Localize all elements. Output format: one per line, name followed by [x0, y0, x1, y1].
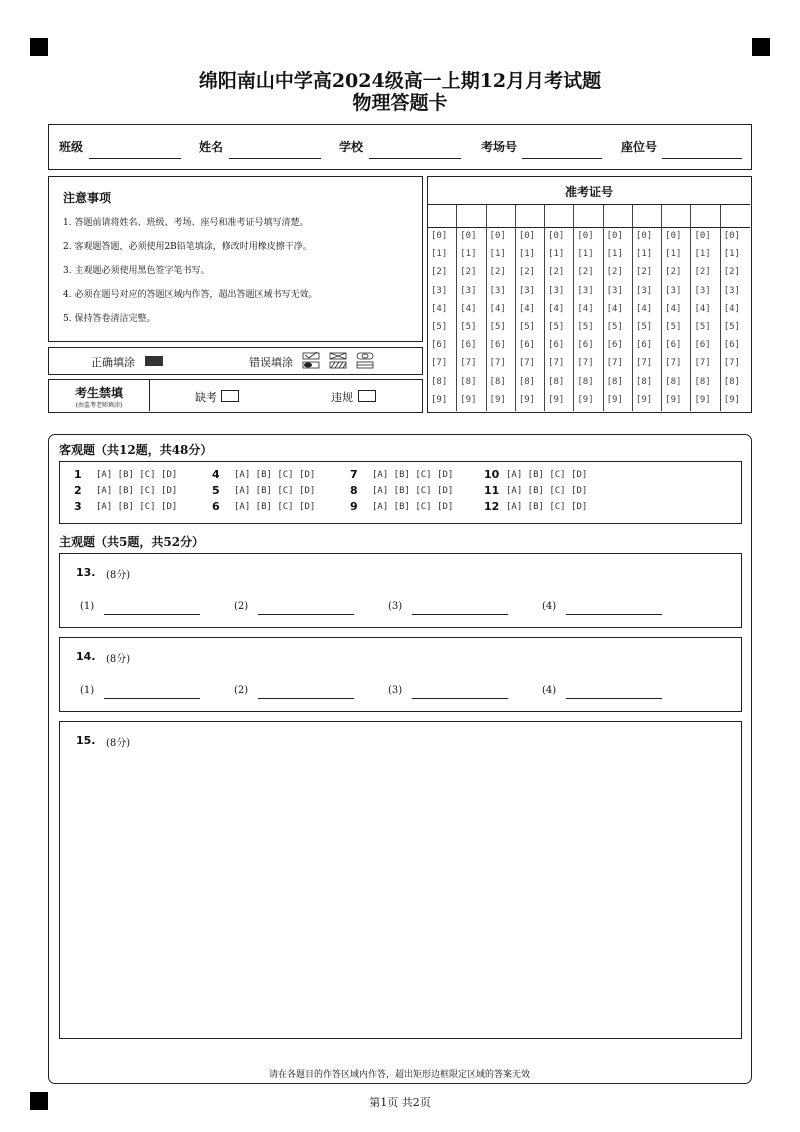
admission-digit-bubble[interactable]: [6] — [548, 340, 565, 351]
admission-digit-bubble[interactable]: [3] — [577, 285, 594, 296]
exam-status-box — [48, 379, 423, 413]
page-subtitle: 物理答题卡 — [352, 92, 448, 114]
admission-digit-bubble[interactable]: [1] — [723, 249, 740, 260]
notes-list — [63, 215, 415, 335]
admission-digit-bubble[interactable]: [9] — [577, 394, 594, 405]
question-13-score: (8分) — [106, 570, 131, 581]
admission-column — [662, 205, 691, 411]
admission-digit-bubble[interactable]: [4] — [460, 303, 477, 314]
admission-digit-bubble[interactable]: [5] — [635, 322, 653, 332]
admission-digit-bubble[interactable]: [3] — [665, 285, 682, 296]
correct-fill-label: 正确填涂 — [91, 356, 135, 369]
admission-digit-bubble[interactable]: [9] — [460, 394, 477, 405]
admission-digit-bubble[interactable]: [5] — [548, 322, 565, 332]
question-14-number: 14. — [76, 650, 96, 663]
student-info-box — [48, 124, 752, 170]
objective-question-number: 11 — [484, 484, 500, 497]
note-item: 2. 客观题答题，必须使用2B铅笔填涂，修改时用橡皮擦干净。 — [63, 242, 312, 252]
violation-label: 违规 — [331, 391, 353, 404]
absent-label: 缺考 — [195, 391, 217, 404]
note-item: 5. 保持答卷清洁完整。 — [63, 314, 156, 324]
name-field[interactable] — [229, 158, 321, 159]
admission-digit-bubble[interactable]: [6] — [723, 340, 740, 351]
admission-digit-bubble[interactable]: [1] — [606, 249, 623, 260]
absent-checkbox[interactable] — [221, 390, 239, 402]
admission-column — [428, 205, 457, 411]
question-13-number: 13. — [76, 566, 96, 579]
subjective-heading: 主观题（共5题，共52分） — [59, 535, 205, 549]
objective-question-number: 2 — [74, 484, 82, 497]
admission-digit-bubble[interactable]: [6] — [431, 340, 448, 351]
admission-digit-bubble[interactable]: [6] — [694, 340, 711, 351]
admission-digit-bubble[interactable]: [2] — [606, 267, 623, 278]
objective-question-number: 3 — [74, 500, 82, 513]
q13-sub-2-label: (2) — [234, 601, 249, 612]
admission-digit-bubble[interactable]: [5] — [431, 322, 448, 332]
admission-digit-bubble[interactable]: [9] — [489, 394, 506, 405]
admission-digit-bubble[interactable]: [5] — [606, 322, 623, 332]
school-label: 学校 — [339, 140, 364, 154]
q13-sub-4-answer[interactable] — [566, 614, 662, 615]
admission-digit-bubble[interactable]: [8] — [518, 376, 536, 387]
admission-digit-bubble[interactable]: [2] — [577, 267, 594, 278]
admission-digit-bubble[interactable]: [3] — [431, 285, 448, 296]
admission-column — [574, 205, 603, 411]
admission-digit-bubble[interactable]: [6] — [577, 340, 594, 351]
admission-digit-bubble[interactable]: [0] — [489, 231, 506, 241]
question-15-number: 15. — [76, 734, 96, 747]
admission-digit-bubble[interactable]: [8] — [635, 376, 653, 387]
admission-column — [457, 205, 486, 411]
q13-sub-1-label: (1) — [80, 601, 95, 612]
class-field[interactable] — [89, 158, 181, 159]
notes-box — [48, 176, 423, 342]
admission-digit-bubble[interactable]: [8] — [665, 376, 682, 387]
status-divider — [149, 380, 150, 411]
note-item: 3. 主观题必须使用黑色签字笔书写。 — [63, 266, 210, 276]
admission-digit-bubble[interactable]: [3] — [694, 285, 711, 296]
admission-number-box — [427, 176, 752, 413]
admission-digit-bubble[interactable]: [5] — [665, 322, 682, 332]
admission-digit-bubble[interactable]: [4] — [489, 303, 506, 314]
page-number: 第1页 共2页 — [369, 1096, 431, 1109]
admission-digit-bubble[interactable]: [4] — [518, 303, 536, 314]
answer-area — [48, 434, 752, 1084]
objective-question-number: 7 — [350, 468, 358, 481]
admission-digit-bubble[interactable]: [2] — [518, 267, 536, 278]
admission-column — [545, 205, 574, 411]
school-field[interactable] — [369, 158, 461, 159]
admission-digit-bubble[interactable]: [2] — [548, 267, 565, 278]
question-15-box[interactable] — [59, 721, 742, 1039]
note-item: 1. 答题前请将姓名、班级、考场、座号和准考证号填写清楚。 — [63, 218, 309, 228]
admission-digit-bubble[interactable]: [7] — [635, 358, 653, 369]
admission-column — [721, 205, 750, 411]
objective-options[interactable]: [A] [B] [C] [D] — [506, 470, 588, 480]
admission-digit-bubble[interactable]: [9] — [635, 394, 653, 405]
registration-mark-top-left — [30, 38, 48, 56]
admission-column — [633, 205, 662, 411]
admission-digit-bubble[interactable]: [1] — [431, 249, 448, 260]
seat-field[interactable] — [662, 158, 742, 159]
q13-sub-3-answer[interactable] — [412, 614, 508, 615]
objective-question-number: 4 — [212, 468, 220, 481]
admission-digit-bubble[interactable]: [1] — [665, 249, 682, 260]
wrong-fill-label: 错误填涂 — [249, 356, 293, 369]
admission-digit-bubble[interactable]: [6] — [460, 340, 477, 351]
admission-digit-bubble[interactable]: [9] — [518, 394, 536, 405]
fill-example-box — [48, 347, 423, 375]
admission-digit-bubble[interactable]: [4] — [723, 303, 740, 314]
admission-digit-bubble[interactable]: [1] — [518, 249, 536, 260]
admission-digit-bubble[interactable]: [8] — [431, 376, 448, 387]
admission-digit-bubble[interactable]: [4] — [665, 303, 682, 314]
admission-digit-bubble[interactable]: [7] — [431, 358, 448, 369]
admission-digit-bubble[interactable]: [8] — [577, 376, 594, 387]
answer-area-warning: 请在各题目的作答区域内作答，超出矩形边框限定区域的答案无效 — [268, 1070, 530, 1080]
admission-digit-bubble[interactable]: [0] — [606, 231, 623, 241]
q14-sub-4-label: (4) — [542, 685, 557, 696]
q14-sub-2-answer[interactable] — [258, 698, 354, 699]
admission-column — [516, 205, 545, 411]
objective-question-number: 12 — [484, 500, 500, 513]
admission-digit-bubble[interactable]: [9] — [606, 394, 623, 405]
q14-sub-1-label: (1) — [80, 685, 95, 696]
admission-digit-bubble[interactable]: [5] — [518, 322, 536, 332]
admission-digit-bubble[interactable]: [8] — [548, 376, 565, 387]
exam-room-label: 考场号 — [481, 140, 518, 154]
objective-options[interactable]: [A] [B] [C] [D] — [96, 470, 178, 480]
admission-digit-bubble[interactable]: [7] — [518, 358, 536, 369]
admission-digit-bubble[interactable]: [8] — [723, 376, 740, 387]
admission-digit-bubble[interactable]: [0] — [635, 231, 653, 241]
objective-question-number: 10 — [484, 468, 500, 481]
admission-digit-bubble[interactable]: [2] — [489, 267, 506, 278]
q14-sub-2-label: (2) — [234, 685, 249, 696]
admission-digit-bubble[interactable]: [2] — [635, 267, 653, 278]
admission-digit-bubble[interactable]: [7] — [577, 358, 594, 369]
question-15-score: (8分) — [106, 738, 131, 749]
objective-options[interactable]: [A] [B] [C] [D] — [372, 502, 454, 512]
admission-digit-bubble[interactable]: [7] — [460, 358, 477, 369]
objective-question-number: 6 — [212, 500, 220, 513]
registration-mark-top-right — [752, 38, 770, 56]
admission-digit-bubble[interactable]: [2] — [723, 267, 740, 278]
admission-digit-bubble[interactable]: [7] — [606, 358, 623, 369]
admission-digit-bubble[interactable]: [3] — [518, 285, 536, 296]
admission-digit-bubble[interactable]: [7] — [489, 358, 506, 369]
admission-digit-bubble[interactable]: [9] — [723, 394, 740, 405]
objective-question-number: 5 — [212, 484, 220, 497]
admission-digit-bubble[interactable]: [4] — [577, 303, 594, 314]
admission-digit-bubble[interactable]: [6] — [489, 340, 506, 351]
objective-heading: 客观题（共12题，共48分） — [59, 443, 213, 457]
admission-digit-bubble[interactable]: [5] — [723, 322, 740, 332]
admission-digit-bubble[interactable]: [8] — [460, 376, 477, 387]
admission-digit-bubble[interactable]: [5] — [577, 322, 594, 332]
question-14-score: (8分) — [106, 654, 131, 665]
admission-digit-bubble[interactable]: [7] — [694, 358, 711, 369]
objective-question-number: 9 — [350, 500, 358, 513]
objective-options[interactable]: [A] [B] [C] [D] — [506, 502, 588, 512]
admission-column — [691, 205, 720, 411]
q13-sub-2-answer[interactable] — [258, 614, 354, 615]
question-14-box — [59, 637, 742, 712]
admission-digit-bubble[interactable]: [0] — [548, 231, 565, 241]
admission-digit-bubble[interactable]: [0] — [665, 231, 682, 241]
admission-digit-bubble[interactable]: [9] — [694, 394, 711, 405]
admission-digit-bubble[interactable]: [3] — [606, 285, 623, 296]
admission-digit-bubble[interactable]: [7] — [723, 358, 740, 369]
class-label: 班级 — [59, 140, 84, 154]
objective-options[interactable]: [A] [B] [C] [D] — [234, 502, 316, 512]
objective-options[interactable]: [A] [B] [C] [D] — [96, 502, 178, 512]
question-13-box — [59, 553, 742, 628]
admission-digit-bubble[interactable]: [0] — [577, 231, 594, 241]
q14-sub-4-answer[interactable] — [566, 698, 662, 699]
admission-digit-bubble[interactable]: [7] — [665, 358, 682, 369]
admission-digit-bubble[interactable]: [0] — [723, 231, 740, 241]
seat-label: 座位号 — [621, 140, 658, 154]
admission-digit-bubble[interactable]: [1] — [548, 249, 565, 260]
admission-digit-bubble[interactable]: [6] — [606, 340, 623, 351]
admission-digit-bubble[interactable]: [1] — [635, 249, 653, 260]
admission-digit-bubble[interactable]: [4] — [606, 303, 623, 314]
q13-sub-1-answer[interactable] — [104, 614, 200, 615]
admission-digit-bubble[interactable]: [9] — [548, 394, 565, 405]
admission-digit-bubble[interactable]: [2] — [431, 267, 448, 278]
objective-options[interactable]: [A] [B] [C] [D] — [506, 486, 588, 496]
admission-digit-bubble[interactable]: [2] — [665, 267, 682, 278]
admission-digit-bubble[interactable]: [4] — [431, 303, 448, 314]
admission-digit-bubble[interactable]: [3] — [635, 285, 653, 296]
admission-heading: 准考证号 — [564, 185, 613, 199]
admission-column — [604, 205, 633, 411]
admission-digit-bubble[interactable]: [3] — [548, 285, 565, 296]
objective-answer-box — [59, 461, 742, 524]
admission-digit-bubble[interactable]: [5] — [694, 322, 711, 332]
page-title: 绵阳南山中学高2024级高一上期12月月考试题 — [198, 70, 602, 92]
objective-options[interactable]: [A] [B] [C] [D] — [96, 486, 178, 496]
status-subheading: (由监考老师填涂) — [75, 402, 123, 409]
admission-digit-bubble[interactable]: [9] — [431, 394, 448, 405]
notes-heading: 注意事项 — [63, 191, 112, 205]
exam-room-field[interactable] — [522, 158, 602, 159]
objective-options[interactable]: [A] [B] [C] [D] — [234, 470, 316, 480]
q14-sub-3-label: (3) — [388, 685, 403, 696]
admission-digit-bubble[interactable]: [1] — [489, 249, 506, 260]
admission-digit-bubble[interactable]: [1] — [694, 249, 711, 260]
objective-options[interactable]: [A] [B] [C] [D] — [234, 486, 316, 496]
objective-options[interactable]: [A] [B] [C] [D] — [372, 486, 454, 496]
correct-fill-sample — [145, 356, 163, 366]
admission-digit-bubble[interactable]: [3] — [489, 285, 506, 296]
admission-digit-bubble[interactable]: [4] — [635, 303, 653, 314]
q13-sub-4-label: (4) — [542, 601, 557, 612]
objective-options[interactable]: [A] [B] [C] [D] — [372, 470, 454, 480]
wrong-fill-samples — [302, 351, 382, 371]
admission-digit-bubble[interactable]: [3] — [460, 285, 477, 296]
q14-sub-3-answer[interactable] — [412, 698, 508, 699]
admission-column — [487, 205, 516, 411]
admission-digit-bubble[interactable]: [5] — [489, 322, 506, 332]
objective-question-number: 1 — [74, 468, 82, 481]
admission-digit-bubble[interactable]: [8] — [694, 376, 711, 387]
admission-digit-bubble[interactable]: [0] — [431, 231, 448, 241]
admission-digit-bubble[interactable]: [5] — [460, 322, 477, 332]
admission-digit-bubble[interactable]: [4] — [694, 303, 711, 314]
admission-digit-bubble[interactable]: [0] — [694, 231, 711, 241]
admission-digit-bubble[interactable]: [6] — [665, 340, 682, 351]
admission-digit-bubble[interactable]: [6] — [635, 340, 653, 351]
admission-digit-bubble[interactable]: [0] — [460, 231, 477, 241]
admission-digit-bubble[interactable]: [6] — [518, 340, 536, 351]
admission-digit-bubble[interactable]: [1] — [577, 249, 594, 260]
q14-sub-1-answer[interactable] — [104, 698, 200, 699]
admission-digit-bubble[interactable]: [0] — [518, 231, 536, 241]
objective-question-number: 8 — [350, 484, 358, 497]
admission-digit-bubble[interactable]: [7] — [548, 358, 565, 369]
violation-checkbox[interactable] — [358, 390, 376, 402]
admission-digit-bubble[interactable]: [2] — [460, 267, 477, 278]
name-label: 姓名 — [199, 140, 224, 154]
note-item: 4. 必须在题号对应的答题区域内作答，超出答题区域书写无效。 — [63, 290, 318, 300]
q13-sub-3-label: (3) — [388, 601, 403, 612]
admission-digit-bubble[interactable]: [1] — [460, 249, 477, 260]
admission-digit-bubble[interactable]: [4] — [548, 303, 565, 314]
admission-digit-bubble[interactable]: [8] — [489, 376, 506, 387]
admission-digit-bubble[interactable]: [9] — [665, 394, 682, 405]
admission-digit-bubble[interactable]: [8] — [606, 376, 623, 387]
status-heading: 考生禁填 — [74, 386, 123, 400]
admission-digit-bubble[interactable]: [2] — [694, 267, 711, 278]
admission-digit-bubble[interactable]: [3] — [723, 285, 740, 296]
